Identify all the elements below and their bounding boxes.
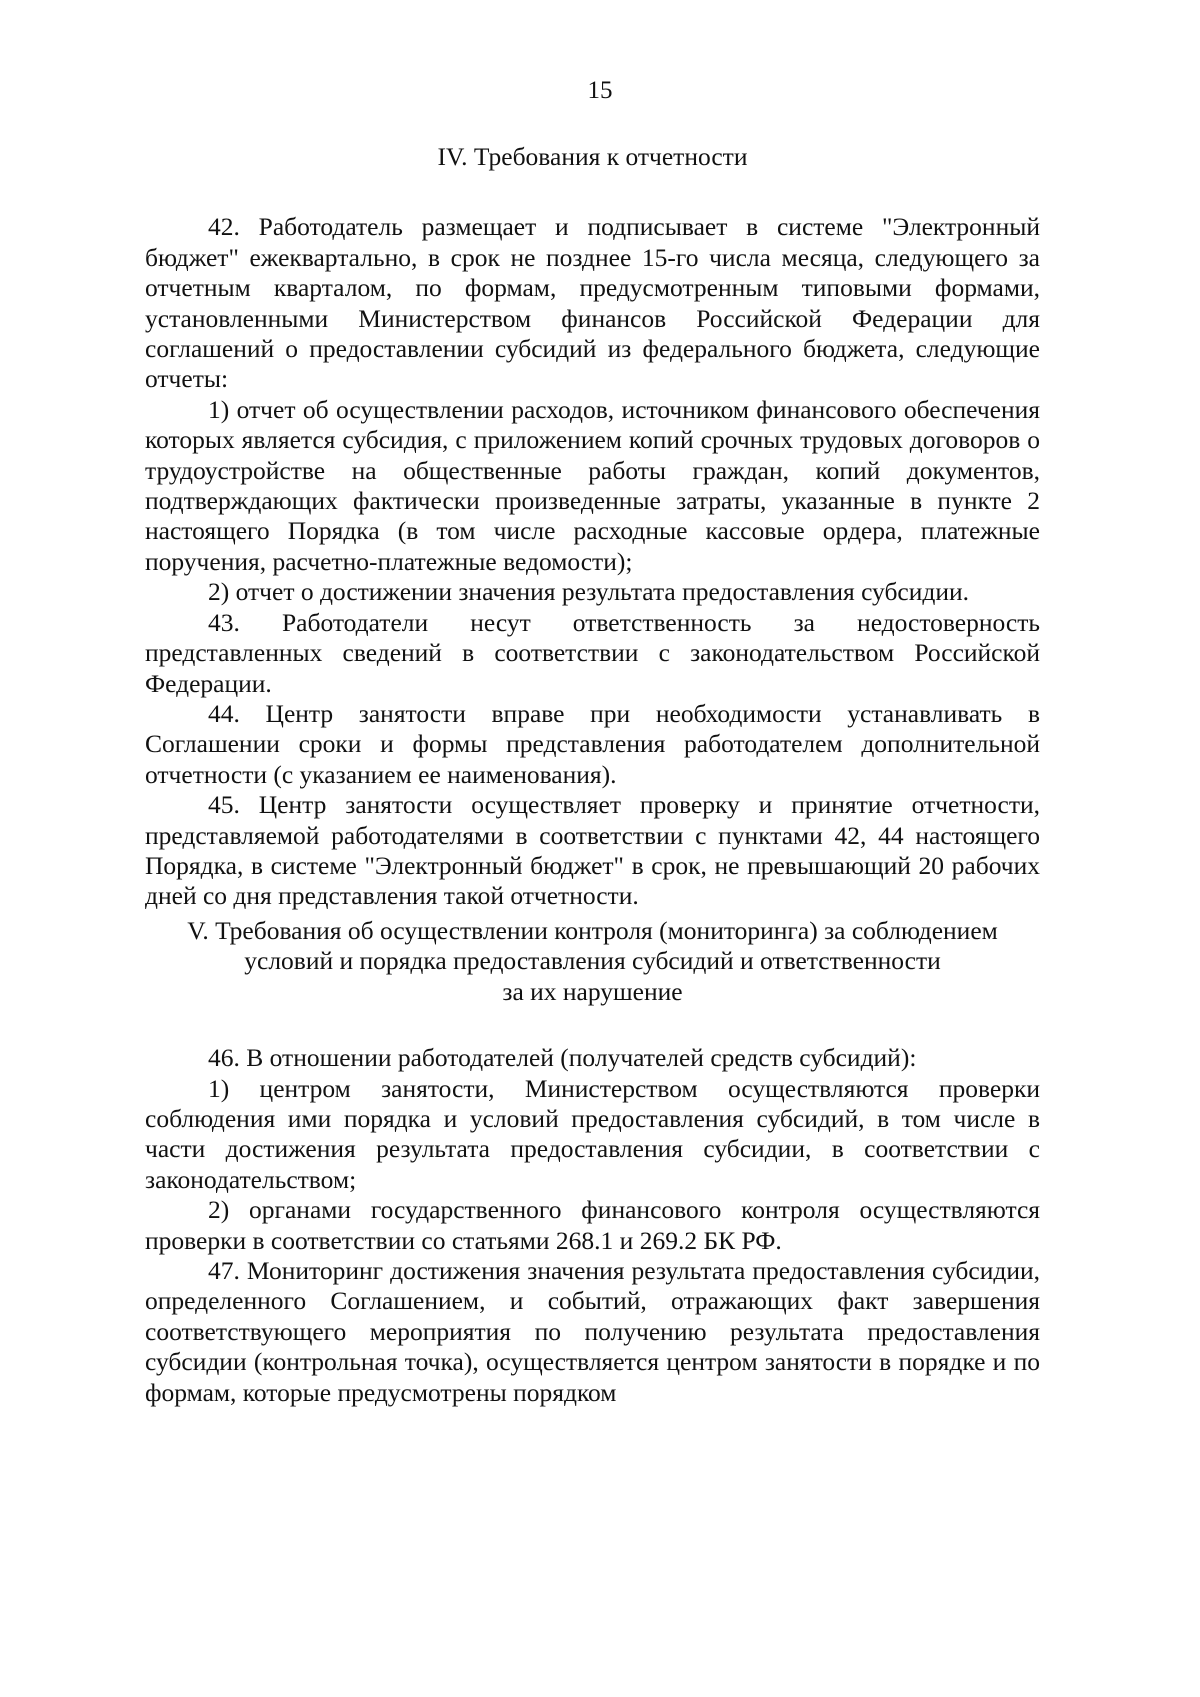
paragraph-43: 43. Работодатели несут ответственность за недостоверность представленных сведений в соответствии с законодательством Российской Федерации. [145, 607, 1040, 698]
page-number: 15 [587, 77, 613, 104]
paragraph-46: 46. В отношении работодателей (получателей средств субсидий): [208, 1043, 917, 1073]
section-5-heading-line: условий и порядка предоставления субсидий и ответственности [244, 946, 941, 976]
paragraph-47: 47. Мониторинг достижения значения результата предоставления субсидии, определенного Соглашением, и событий, отражающих факт завершения соответствующего мероприятия по получению результата предоставления субсидии (контрольная точка), осуществляется центром занятости в порядке и по формам, которые предусмотрены порядком [145, 1256, 1040, 1407]
paragraph-45: 45. Центр занятости осуществляет проверку и принятие отчетности, представляемой работодателями в соответствии с пунктами 42, 44 настоящего Порядка, в системе "Электронный бюджет" в срок, не превышающий 20 рабочих дней со дня представления такой отчетности. [145, 790, 1040, 911]
paragraph-42-item-1: 1) отчет об осуществлении расходов, источником финансового обеспечения которых является субсидия, с приложением копий срочных трудовых договоров о трудоустройстве на общественные работы граждан, копий документов, подтверждающих фактически произведенные затраты, указанные в пункте 2 настоящего Порядка (в том числе расходные кассовые ордера, платежные поручения, расчетно-платежные ведомости); [145, 394, 1040, 576]
section-5 [145, 916, 1040, 1408]
section-5-heading-line: за их нарушение [502, 976, 683, 1006]
paragraph-46-item-1: 1) центром занятости, Министерством осуществляются проверки соблюдения ими порядка и условий предоставления субсидий, в том числе в части достижения результата предоставления субсидии, в соответствии с законодательством; [145, 1073, 1040, 1194]
paragraph-44: 44. Центр занятости вправе при необходимости устанавливать в Соглашении сроки и формы представления работодателем дополнительной отчетности (с указанием ее наименования). [145, 698, 1040, 789]
paragraph-46-item-2: 2) органами государственного финансового контроля осуществляются проверки в соответствии со статьями 268.1 и 269.2 БК РФ. [145, 1195, 1040, 1255]
section-4 [145, 142, 1040, 912]
section-5-heading-line: V. Требования об осуществлении контроля (мониторинга) за соблюдением [187, 916, 998, 945]
section-5-heading [145, 916, 1040, 1007]
paragraph-42: 42. Работодатель размещает и подписывает в системе "Электронный бюджет" ежеквартально, в срок не позднее 15-го числа месяца, следующего за отчетным кварталом, по формам, предусмотренным типовыми формами, установленными Министерством финансов Российской Федерации для соглашений о предоставлении субсидий из федерального бюджета, следующие отчеты: [145, 212, 1040, 394]
paragraph-42-item-2: 2) отчет о достижении значения результата предоставления субсидии. [208, 577, 970, 607]
section-4-heading: IV. Требования к отчетности [437, 142, 748, 171]
